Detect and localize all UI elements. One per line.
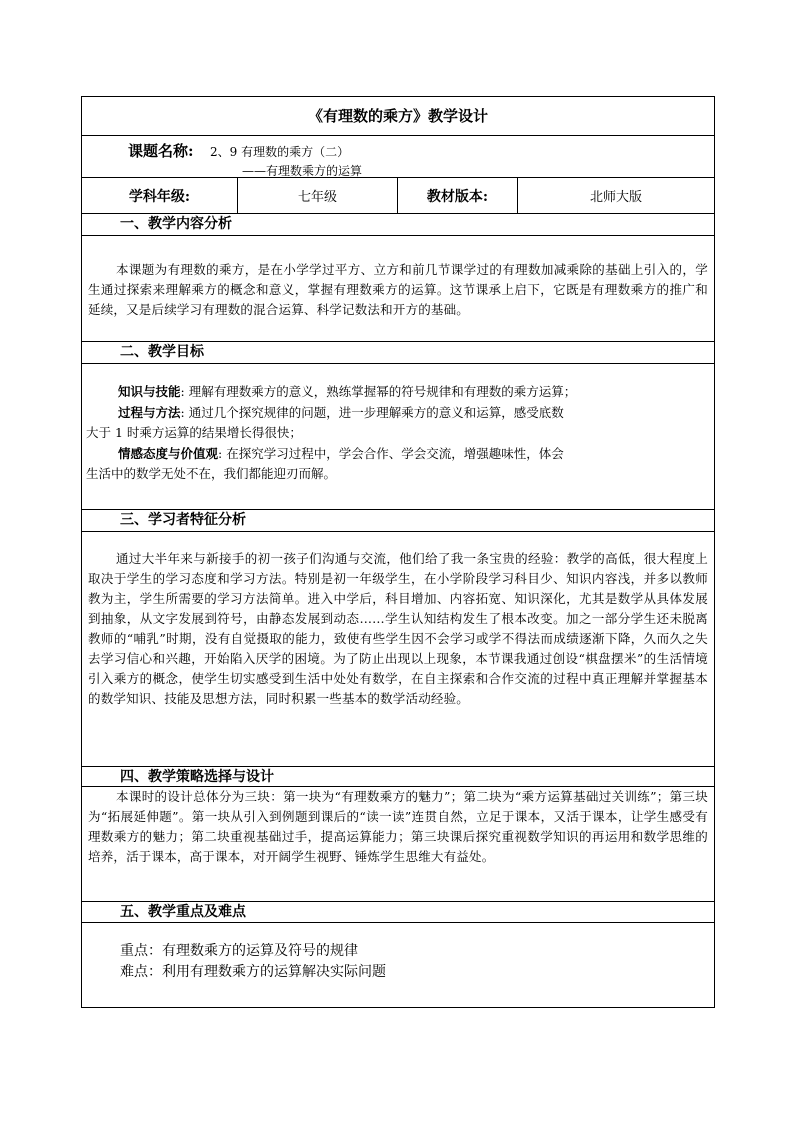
topic-subtitle: ——有理数乘方的运算	[242, 164, 363, 178]
section-heading-strategy: 四、教学策略选择与设计	[82, 767, 714, 787]
objective-emotion-label: 情感态度与价值观	[118, 445, 219, 461]
objective-knowledge-label: 知识与技能	[118, 384, 181, 399]
section-heading-key-points: 五、教学重点及难点	[82, 902, 714, 923]
objective-process	[86, 403, 708, 424]
section-heading-objectives: 二、教学目标	[82, 342, 714, 364]
document-title: 《有理数的乘方》教学设计	[82, 97, 714, 136]
topic-label: 课题名称:	[128, 142, 194, 160]
difficult-point: 难点：利用有理数乘方的运算解决实际问题	[120, 964, 386, 980]
objective-knowledge	[86, 382, 708, 403]
section-heading-learner-analysis: 三、学习者特征分析	[82, 510, 714, 532]
strategy-text: 本课时的设计总体分为三块：第一块为“有理数乘方的魅力”；第二块为“乘方运算基础过关训练”；第三块为“拓展延伸题”。第一块从引入到例题到课后的“读一读”连贯自然，立足于课本，又活于课本，让学生感受有理数乘方的魅力；第二块重视基础过手，提高运算能力；第三块课后探究重视数学知识的再运用和数学思维的培养，活于课本，高于课本，对开阔学生视野、锤炼学生思维大有益处。	[88, 789, 708, 864]
objective-emotion-cont: 生活中的数学无处不在，我们都能迎刃而解。	[86, 466, 337, 481]
section-body-strategy	[82, 787, 714, 902]
lesson-plan-table	[81, 96, 715, 1008]
grade-label: 学科年级:	[82, 178, 238, 213]
section-body-content-analysis	[82, 236, 714, 342]
topic-row	[82, 136, 714, 178]
objective-emotion-text: : 在探究学习过程中，学会合作、学会交流，增强趣味性，体会	[218, 445, 564, 461]
section-body-learner-analysis	[82, 532, 714, 767]
key-point: 重点：有理数乘方的运算及符号的规律	[120, 943, 358, 959]
info-row	[82, 178, 714, 214]
edition-label: 教材版本:	[398, 178, 518, 213]
objective-process-cont: 大于 1 时乘方运算的结果增长得很快；	[86, 425, 302, 440]
objectives-list	[86, 382, 708, 485]
grade-value: 七年级	[238, 178, 398, 213]
topic-value: 2、9 有理数的乘方（二）	[210, 145, 350, 159]
learner-analysis-text: 通过大半年来与新接手的初一孩子们沟通与交流，他们给了我一条宝贵的经验：教学的高低，很大程度上取决于学生的学习态度和学习方法。特别是初一年级学生，在小学阶段学习科目少、知识内容浅，并多以教师教为主，学生所需要的学习方法简单。进入中学后，科目增加、内容拓宽、知识深化，尤其是数学从具体发展到抽象，从文字发展到符号，由静态发展到动态……学生认知结构发生了根本改变。加之一部分学生还未脱离教师的“哺乳”时期，没有自觉摄取的能力，致使有些学生因不会学习或学不得法而成绩逐渐下降，久而久之失去学习信心和兴趣，开始陷入厌学的困境。为了防止出现以上现象，本节课我通过创设“棋盘摆米”的生活情境引入乘方的概念，使学生切实感受到生活中处处有数学，在自主探索和合作交流的过程中真正理解并掌握基本的数学知识、技能及思想方法，同时积累一些基本的数学活动经验。	[88, 551, 708, 706]
content-analysis-text: 本课题为有理数的乘方，是在小学学过平方、立方和前几节课学过的有理数加减乘除的基础上引入的，学生通过探索来理解乘方的概念和意义，掌握有理数乘方的运算。这节课承上启下，它既是有理数乘方的推广和延续，又是后续学习有理数的混合运算、科学记数法和开方的基础。	[88, 262, 708, 317]
section-body-key-points	[82, 923, 714, 1007]
section-body-objectives	[82, 364, 714, 510]
objective-process-label: 过程与方法	[118, 404, 181, 420]
objective-emotion	[86, 444, 708, 465]
section-heading-content-analysis: 一、教学内容分析	[82, 214, 714, 236]
objective-process-text: : 通过几个探究规律的问题，进一步理解乘方的意义和运算，感受底数	[180, 404, 564, 420]
objective-knowledge-text: : 理解有理数乘方的意义，熟练掌握幂的符号规律和有理数的乘方运算；	[180, 384, 577, 399]
edition-value: 北师大版	[589, 190, 642, 205]
